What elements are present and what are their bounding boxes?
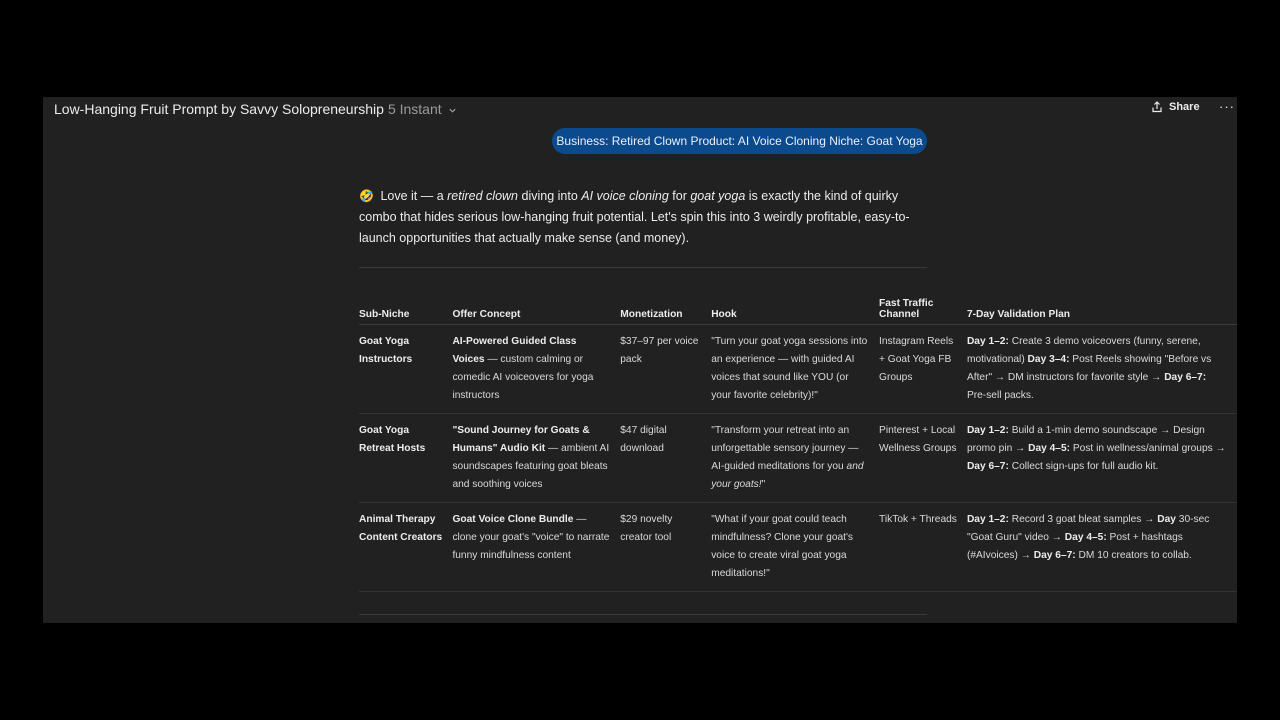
col-header: Fast Traffic Channel bbox=[879, 296, 967, 325]
plan-text: Post Reels showing "Before vs After" → DM instructors for favorite style → bbox=[966, 354, 1212, 383]
intro-text: diving into bbox=[518, 189, 582, 203]
col-header: 7-Day Validation Plan bbox=[967, 296, 1237, 325]
intro-text: is exactly the kind of quirky combo that hides serious low-hanging fruit potential. Let's spin this into 3 weirdly profitable, easy-to-launch opportunities that actually make sense (and money). bbox=[359, 189, 910, 245]
plan-day: Day 3–4: bbox=[1027, 354, 1070, 365]
cell-offer bbox=[452, 414, 620, 503]
share-label: Share bbox=[1169, 101, 1200, 113]
cell-plan bbox=[967, 414, 1237, 503]
table-row bbox=[359, 414, 1237, 503]
subniche-text: Goat Yoga Instructors bbox=[359, 336, 413, 365]
cell-subniche bbox=[359, 503, 452, 592]
intro-emphasis: retired clown bbox=[447, 189, 519, 203]
intro-emphasis: AI voice cloning bbox=[581, 189, 669, 203]
cell-offer bbox=[452, 503, 620, 592]
offer-title: "Sound Journey for Goats & Humans" Audio Kit bbox=[452, 425, 590, 454]
plan-day: Day 1–2: bbox=[966, 425, 1009, 436]
plan-day: Day 6–7: bbox=[1033, 550, 1076, 561]
cell-channel: TikTok + Threads bbox=[879, 503, 967, 592]
chat-window bbox=[43, 97, 1237, 623]
plan-text: 30-sec "Goat Guru" video → bbox=[966, 514, 1210, 543]
intro-text: for bbox=[668, 189, 691, 203]
subniche-text: Goat Yoga Retreat Hosts bbox=[359, 425, 426, 454]
hook-text: " bbox=[761, 479, 766, 490]
col-header: Offer Concept bbox=[452, 296, 620, 325]
offer-desc: — clone your goat's "voice" to narrate funny mindfulness content bbox=[452, 514, 610, 561]
offer-desc: — custom calming or comedic AI voiceovers for yoga instructors bbox=[452, 354, 594, 401]
cell-plan bbox=[967, 503, 1237, 592]
cell-monetization: $29 novelty creator tool bbox=[620, 503, 711, 592]
opportunities-table bbox=[359, 296, 1237, 592]
share-button[interactable] bbox=[1151, 101, 1200, 113]
offer-title: AI-Powered Guided Class Voices bbox=[452, 336, 577, 365]
chat-title-model-selector[interactable] bbox=[54, 101, 457, 117]
cell-plan bbox=[967, 325, 1237, 414]
model-name: 5 Instant bbox=[387, 101, 442, 117]
plan-text: Collect sign-ups for full audio kit. bbox=[1008, 461, 1159, 472]
offer-desc: — ambient AI soundscapes featuring goat bleats and soothing voices bbox=[452, 443, 610, 490]
intro-text: Love it — a bbox=[380, 189, 448, 203]
divider bbox=[359, 614, 927, 615]
col-header: Hook bbox=[711, 296, 879, 325]
plan-day: Day 4–5: bbox=[1064, 532, 1107, 543]
cell-monetization: $37–97 per voice pack bbox=[620, 325, 711, 414]
table-header-row bbox=[359, 296, 1237, 325]
cell-subniche bbox=[359, 414, 452, 503]
plan-day: Day 4–5: bbox=[1028, 443, 1071, 454]
cell-monetization: $47 digital download bbox=[620, 414, 711, 503]
cell-hook bbox=[711, 414, 879, 503]
cell-subniche bbox=[359, 325, 452, 414]
cell-channel: Pinterest + Local Wellness Groups bbox=[879, 414, 967, 503]
table-row bbox=[359, 503, 1237, 592]
cell-hook: "What if your goat could teach mindfulness? Clone your goat's voice to create viral goat yoga meditations!" bbox=[711, 503, 879, 592]
hook-emphasis: and your goats! bbox=[711, 461, 864, 490]
plan-text: Create 3 demo voiceovers (funny, serene, motivational) bbox=[966, 336, 1201, 365]
cell-channel: Instagram Reels + Goat Yoga FB Groups bbox=[879, 325, 967, 414]
plan-text: Post in wellness/animal groups → bbox=[1070, 443, 1226, 454]
laughing-emoji-icon: 🤣 bbox=[359, 189, 374, 203]
top-bar bbox=[43, 97, 1237, 122]
plan-text: Pre-sell packs. bbox=[966, 390, 1034, 401]
plan-day: Day bbox=[1157, 514, 1176, 525]
plan-text: DM 10 creators to collab. bbox=[1075, 550, 1192, 561]
table-row bbox=[359, 325, 1237, 414]
share-icon bbox=[1151, 101, 1163, 113]
assistant-intro bbox=[359, 186, 927, 249]
subniche-text: Animal Therapy Content Creators bbox=[359, 514, 443, 543]
cell-offer bbox=[452, 325, 620, 414]
plan-day: Day 6–7: bbox=[966, 461, 1009, 472]
more-options-icon[interactable]: ··· bbox=[1219, 99, 1235, 114]
col-header: Monetization bbox=[620, 296, 711, 325]
user-message: Business: Retired Clown Product: AI Voice Cloning Niche: Goat Yoga bbox=[552, 128, 927, 154]
divider bbox=[359, 267, 927, 268]
chevron-down-icon bbox=[448, 106, 457, 115]
intro-emphasis: goat yoga bbox=[690, 189, 746, 203]
hook-text: "Transform your retreat into an unforgettable sensory journey — AI-guided meditations for you bbox=[711, 425, 859, 472]
plan-text: Build a 1-min demo soundscape → Design promo pin → bbox=[966, 425, 1205, 454]
plan-text: Post + hashtags (#AIvoices) → bbox=[966, 532, 1183, 561]
chat-title: Low-Hanging Fruit Prompt by Savvy Solopreneurship bbox=[54, 101, 384, 117]
col-header: Sub-Niche bbox=[359, 296, 452, 325]
plan-day: Day 6–7: bbox=[1164, 372, 1207, 383]
offer-title: Goat Voice Clone Bundle bbox=[452, 514, 574, 525]
plan-day: Day 1–2: bbox=[966, 514, 1009, 525]
cell-hook: "Turn your goat yoga sessions into an experience — with guided AI voices that sound like YOU (or your favorite celebrity)!" bbox=[711, 325, 879, 414]
plan-day: Day 1–2: bbox=[966, 336, 1009, 347]
plan-text: Record 3 goat bleat samples → bbox=[1008, 514, 1158, 525]
